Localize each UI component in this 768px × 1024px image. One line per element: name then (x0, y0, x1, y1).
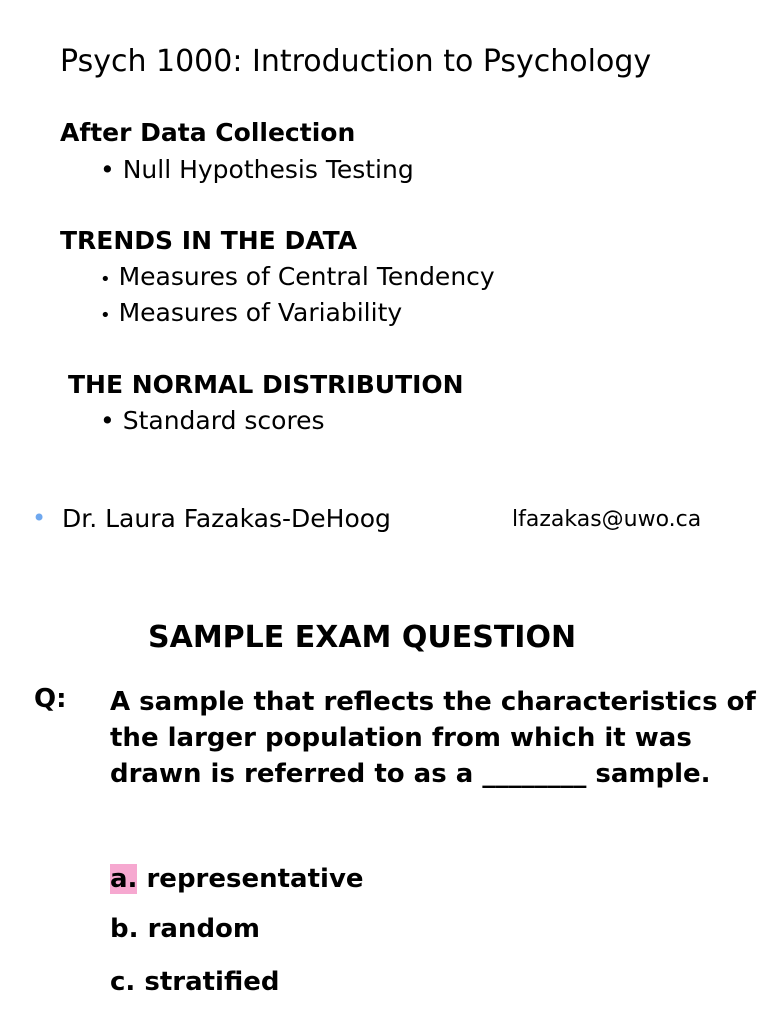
section-heading-normal-distribution: THE NORMAL DISTRIBUTION (68, 370, 464, 399)
bullet-standard-scores: • Standard scores (100, 406, 325, 435)
bullet-central-tendency: • Measures of Central Tendency (100, 262, 495, 291)
option-c-letter: c. (110, 967, 136, 997)
instructor-name: Dr. Laura Fazakas-DeHoog (62, 504, 391, 533)
page-title: Psych 1000: Introduction to Psychology (60, 44, 652, 79)
section-heading-after-data: After Data Collection (60, 118, 356, 147)
instructor-line (32, 504, 46, 532)
exam-title: SAMPLE EXAM QUESTION (148, 620, 577, 655)
bullet-variability: • Measures of Variability (100, 298, 403, 327)
option-b-letter: b. (110, 914, 139, 944)
option-c (110, 967, 280, 997)
bullet-dot-icon: • (32, 504, 47, 532)
question-text: A sample that reflects the characteristics of the larger population from which it was drawn is referred to as a ________ sample. (110, 687, 756, 789)
question-label: Q: (34, 684, 67, 714)
section-heading-trends: TRENDS IN THE DATA (60, 226, 358, 255)
option-b (110, 914, 260, 944)
option-a-letter: a. (110, 864, 138, 894)
instructor-email: lfazakas@uwo.ca (512, 507, 702, 532)
option-a-text: representative (146, 864, 364, 894)
option-a (110, 864, 364, 894)
option-c-text: stratified (144, 967, 280, 997)
option-b-text: random (147, 914, 261, 944)
bullet-null-hypothesis: • Null Hypothesis Testing (100, 155, 414, 184)
